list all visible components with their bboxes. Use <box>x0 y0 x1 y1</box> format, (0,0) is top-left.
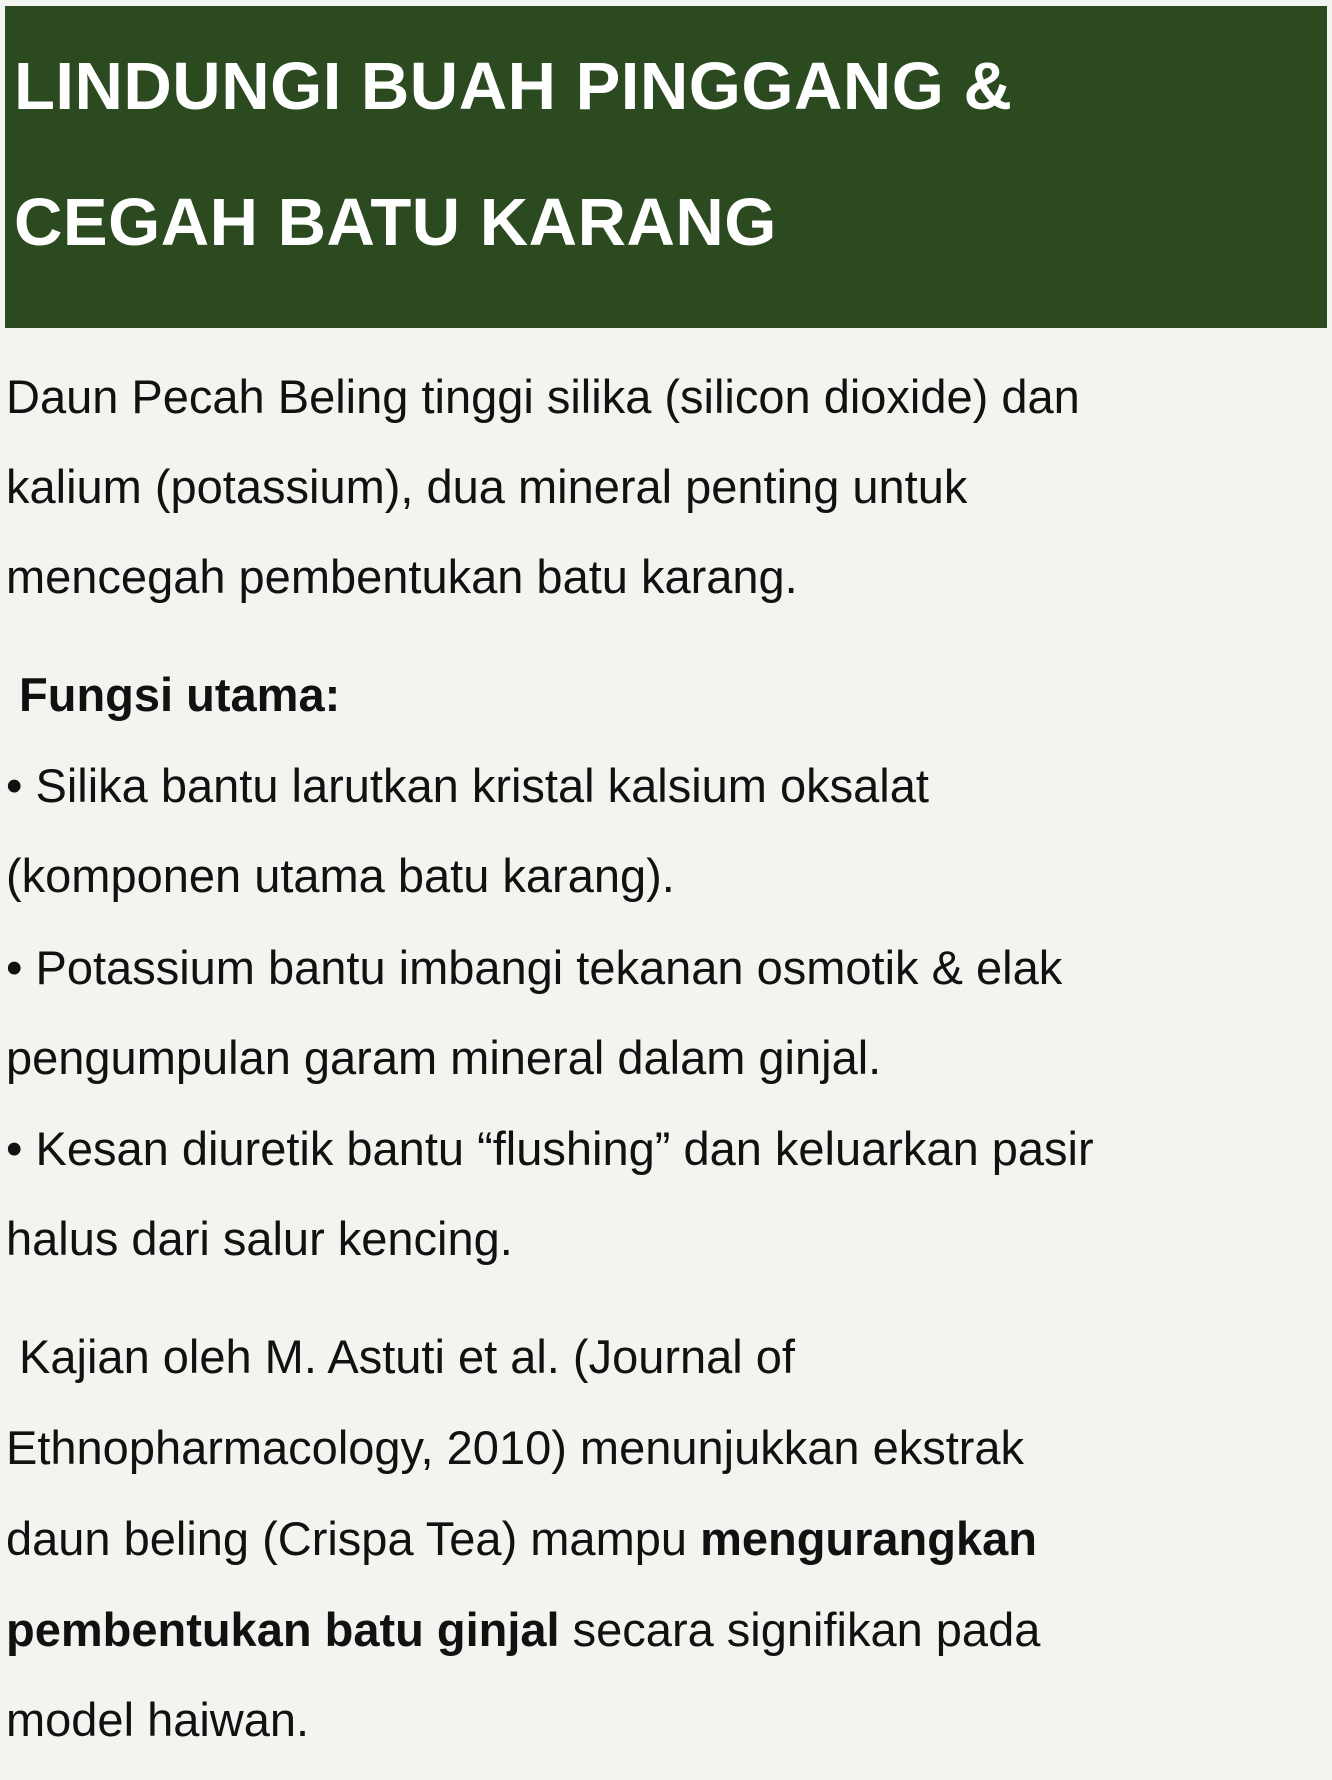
functions-heading: Fungsi utama: <box>6 668 341 721</box>
function-item-1-line-2: (komponen utama batu karang). <box>6 849 675 902</box>
function-item-3-line-1: • Kesan diuretik bantu “flushing” dan keluarkan pasir <box>6 1122 1094 1175</box>
title-line-1: LINDUNGI BUAH PINGGANG & <box>14 49 1013 124</box>
function-item-1-line-1: • Silika bantu larutkan kristal kalsium oksalat <box>6 759 929 812</box>
study-line-4-bold: pembentukan batu ginjal <box>6 1603 560 1656</box>
intro-line-3: mencegah pembentukan batu karang. <box>6 550 798 603</box>
study-line-1: Kajian oleh M. Astuti et al. (Journal of <box>6 1330 795 1383</box>
study-line-3-normal: daun beling (Crispa Tea) mampu <box>6 1512 701 1565</box>
title-line-2: CEGAH BATU KARANG <box>14 185 777 260</box>
study-line-2: Ethnopharmacology, 2010) menunjukkan ekstrak <box>6 1421 1025 1474</box>
study-line-4-normal: secara signifikan pada <box>559 1603 1041 1656</box>
study-line-3 <box>6 1511 1037 1567</box>
function-item-2-line-1: • Potassium bantu imbangi tekanan osmotik & elak <box>6 941 1063 994</box>
study-line-3-bold: mengurangkan <box>700 1512 1037 1565</box>
intro-line-1: Daun Pecah Beling tinggi silika (silicon dioxide) dan <box>6 370 1080 423</box>
title-banner <box>5 6 1327 328</box>
study-line-5: model haiwan. <box>6 1693 310 1746</box>
function-item-3-line-2: halus dari salur kencing. <box>6 1212 513 1265</box>
function-item-2-line-2: pengumpulan garam mineral dalam ginjal. <box>6 1031 882 1084</box>
study-line-4 <box>6 1602 1040 1658</box>
intro-line-2: kalium (potassium), dua mineral penting untuk <box>6 460 968 513</box>
